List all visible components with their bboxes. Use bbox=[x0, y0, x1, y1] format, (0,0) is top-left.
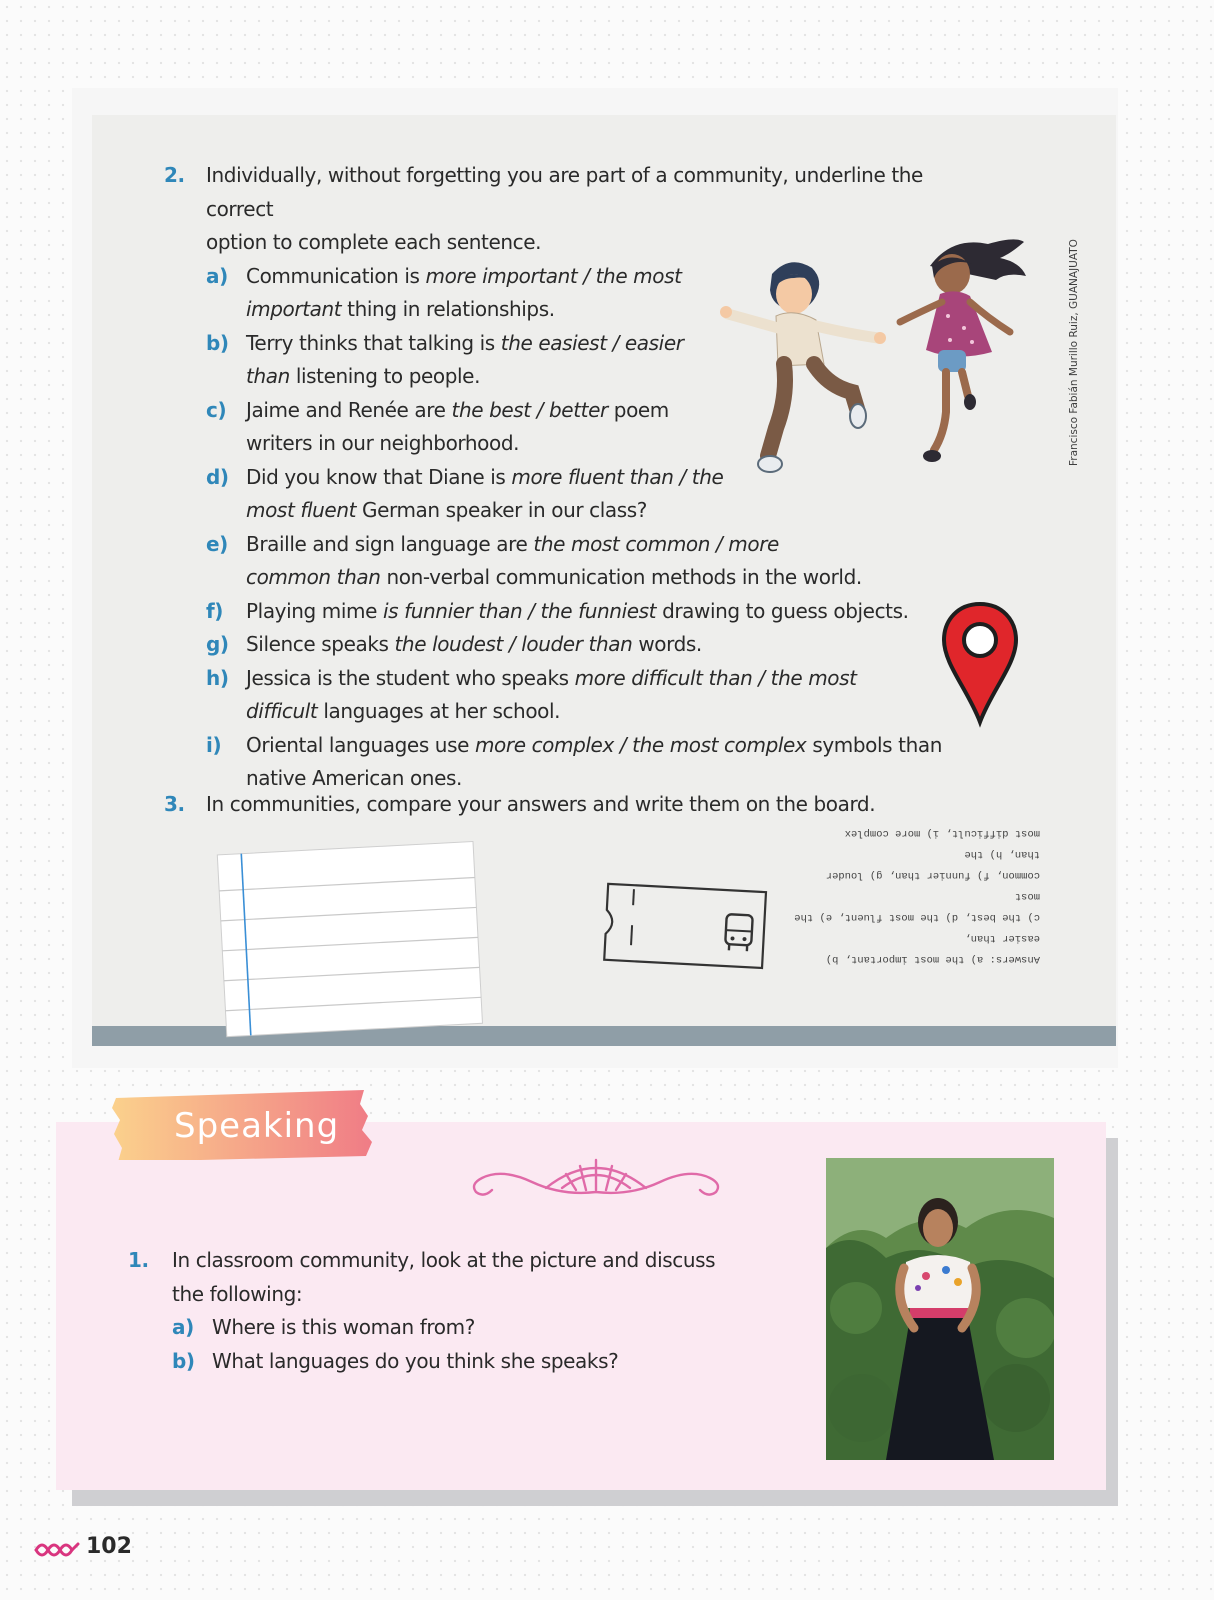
decorative-ornament-icon bbox=[462, 1152, 730, 1200]
item-label: c) bbox=[206, 397, 227, 422]
bus-ticket-icon bbox=[596, 878, 776, 978]
exercise-prompt-line1: In classroom community, look at the picture and discuss bbox=[172, 1248, 716, 1272]
sentence-line bbox=[246, 729, 964, 763]
sentence-text: Jaime and Renée are bbox=[246, 397, 452, 422]
sentence-item bbox=[206, 528, 964, 595]
sentence-text: poem bbox=[607, 397, 669, 422]
discussion-question bbox=[172, 1345, 768, 1379]
sentence-line bbox=[246, 695, 964, 729]
sentence-options[interactable]: more difficult than / the most bbox=[574, 665, 857, 690]
exercise-prompt-line1: Individually, without forgetting you are part of a community, underline the correct bbox=[206, 163, 923, 221]
speaking-section-tab bbox=[112, 1090, 374, 1160]
sentence-options[interactable]: the most common / more bbox=[533, 531, 779, 556]
sentence-options[interactable]: most fluent bbox=[246, 498, 357, 522]
item-label: a) bbox=[172, 1315, 194, 1339]
sentence-line bbox=[246, 595, 964, 629]
item-label: e) bbox=[206, 531, 228, 556]
credit-text: Francisco Fabián Murillo Ruiz, GUANAJUATO bbox=[1068, 239, 1080, 466]
sentence-text: Braille and sign language are bbox=[246, 531, 534, 556]
location-pin-icon bbox=[940, 598, 1020, 728]
item-label: i) bbox=[206, 732, 222, 757]
sentence-options[interactable]: the easiest / easier bbox=[500, 330, 684, 355]
exercise-number: 2. bbox=[164, 163, 185, 187]
speaking-exercise-1 bbox=[128, 1244, 768, 1378]
sentence-text: languages at her school. bbox=[317, 699, 561, 723]
item-label: b) bbox=[206, 330, 229, 355]
sentence-options[interactable]: more important / the most bbox=[425, 263, 682, 288]
exercise-prompt-line2: option to complete each sentence. bbox=[206, 230, 542, 254]
sentence-options[interactable]: more fluent than / the bbox=[511, 464, 724, 489]
sentence-text: Terry thinks that talking is bbox=[246, 330, 501, 355]
sentence-text: Jessica is the student who speaks bbox=[246, 665, 575, 690]
item-label: b) bbox=[172, 1348, 195, 1373]
sentence-line bbox=[246, 528, 964, 562]
sentence-options[interactable]: is funnier than / the funniest bbox=[382, 598, 657, 623]
speaking-section-title: Speaking bbox=[174, 1106, 340, 1146]
item-label: a) bbox=[206, 263, 228, 288]
answer-line: common, f) funnier than, g) louder than, h) the bbox=[825, 848, 1040, 881]
illustration-credit bbox=[1066, 239, 1082, 468]
answer-key bbox=[790, 822, 1040, 969]
sentence-text: German speaker in our class? bbox=[356, 498, 648, 522]
question-text: What languages do you think she speaks? bbox=[212, 1348, 619, 1373]
discussion-question-list bbox=[172, 1311, 768, 1378]
sentence-options[interactable]: than bbox=[246, 364, 290, 388]
sentence-text: Did you know that Diane is bbox=[246, 464, 512, 489]
answer-line: most difficult, i) more complex bbox=[844, 827, 1040, 839]
exercise-number: 1. bbox=[128, 1248, 149, 1272]
publisher-logo-icon bbox=[32, 1536, 80, 1564]
sentence-options[interactable]: the loudest / louder than bbox=[394, 632, 633, 656]
answer-line: c) the best, d) the most fluent, e) the most bbox=[794, 890, 1040, 923]
sentence-options[interactable]: more complex / the most complex bbox=[474, 732, 807, 757]
sentence-text: words. bbox=[632, 632, 702, 656]
sentence-text: listening to people. bbox=[289, 364, 481, 388]
sentence-options[interactable]: important bbox=[246, 297, 342, 321]
item-label: g) bbox=[206, 632, 229, 656]
sentence-text: Oriental languages use bbox=[246, 732, 475, 757]
sentence-options[interactable]: difficult bbox=[246, 699, 318, 723]
notebook-paper-image bbox=[206, 830, 498, 1052]
exercise-number: 3. bbox=[164, 792, 185, 816]
question-text: Where is this woman from? bbox=[212, 1315, 475, 1339]
sentence-text: drawing to guess objects. bbox=[656, 598, 909, 623]
item-label: d) bbox=[206, 464, 229, 489]
sentence-text: non-verbal communication methods in the world. bbox=[380, 565, 862, 589]
sentence-line bbox=[246, 662, 964, 696]
answer-line: Answers: a) the most important, b) easier than, bbox=[825, 932, 1040, 965]
sentence-text: Communication is bbox=[246, 263, 426, 288]
sentence-line bbox=[246, 561, 964, 595]
sentence-text: native American ones. bbox=[246, 766, 462, 790]
sentence-options[interactable]: common than bbox=[246, 565, 381, 589]
page-number: 102 bbox=[86, 1534, 132, 1559]
sentence-item bbox=[206, 595, 964, 629]
sentence-text: Silence speaks bbox=[246, 632, 395, 656]
sentence-options[interactable]: the best / better bbox=[451, 397, 608, 422]
sentence-text: Playing mime bbox=[246, 598, 383, 623]
exercise-prompt-line2: the following: bbox=[172, 1281, 303, 1306]
children-illustration bbox=[720, 236, 1050, 486]
sentence-text: thing in relationships. bbox=[341, 297, 555, 321]
exercise-prompt: In communities, compare your answers and write them on the board. bbox=[206, 792, 876, 816]
item-label: h) bbox=[206, 665, 229, 690]
item-label: f) bbox=[206, 598, 224, 623]
exercise-3 bbox=[164, 788, 924, 822]
sentence-item bbox=[206, 662, 964, 729]
sentence-line bbox=[246, 628, 964, 662]
sentence-line bbox=[246, 494, 964, 528]
sentence-item bbox=[206, 628, 964, 662]
woman-photo bbox=[826, 1158, 1054, 1460]
sentence-text: writers in our neighborhood. bbox=[246, 431, 520, 455]
discussion-question bbox=[172, 1311, 768, 1345]
sentence-text: symbols than bbox=[806, 732, 942, 757]
sentence-item bbox=[206, 729, 964, 796]
